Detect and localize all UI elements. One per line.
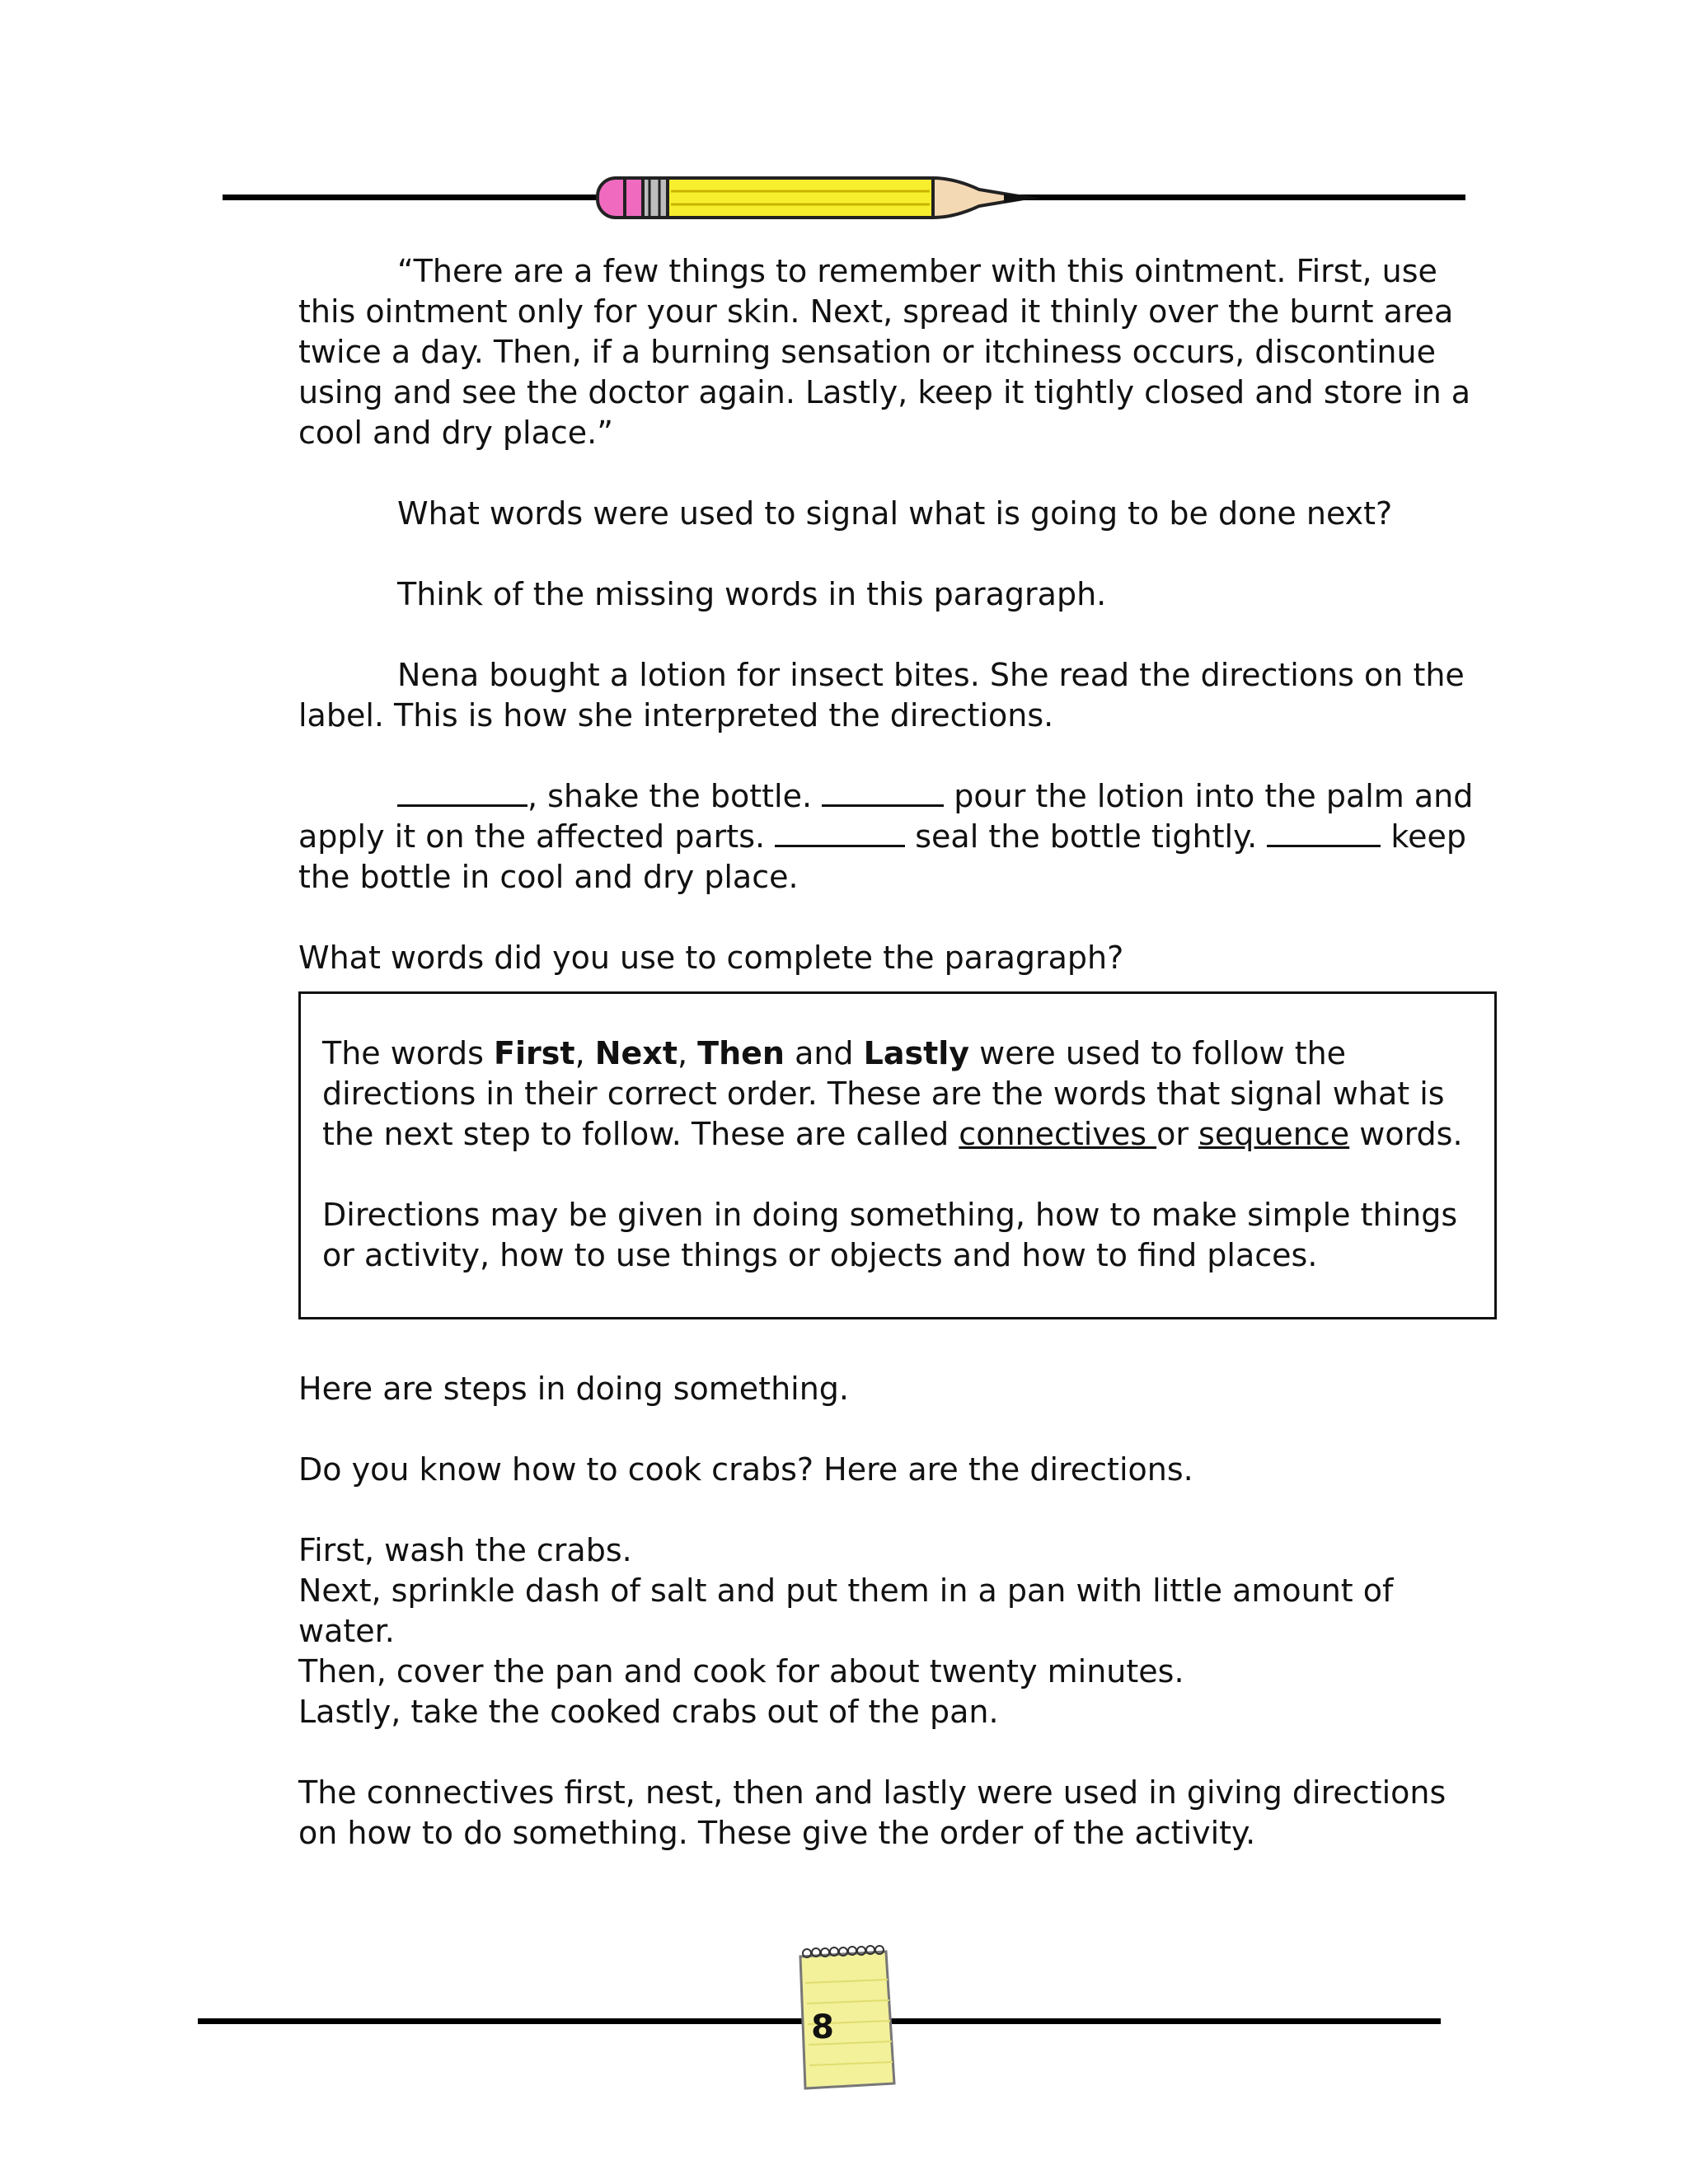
crab-steps-list [298, 1530, 1493, 1732]
connectives-explanation: The words First, Next, Then and Lastly were used to follow the directions in their correct order. These are the words that signal what is the next step to follow. These are called connectives or sequence words. [322, 1035, 1463, 1152]
intro-quote: “There are a few things to remember with this ointment. First, use this ointment only for your skin. Next, spread it thinly over the burnt area twice a day. Then, if a burning sensation or itchiness occurs, discontinue using and see the doctor again. Lastly, keep it tightly closed and store in a cool and dry place.” [298, 253, 1471, 451]
term-connectives: connectives [959, 1116, 1157, 1152]
step-item: Lastly, take the cooked crabs out of the pan. [298, 1694, 999, 1730]
term-next: Next [594, 1035, 678, 1071]
term-then: Then [697, 1035, 785, 1071]
answer-blank-3[interactable] [775, 820, 905, 847]
step-item: Next, sprinkle dash of salt and put them in a pan with little amount of water. [298, 1572, 1394, 1649]
complete-question: What words did you use to complete the paragraph? [298, 940, 1124, 976]
step-item: Then, cover the pan and cook for about twenty minutes. [298, 1653, 1184, 1690]
conclusion: The connectives first, nest, then and lastly were used in giving directions on how to do something. These give the order of the activity. [298, 1774, 1447, 1851]
term-sequence: sequence [1198, 1116, 1350, 1152]
page-number: 8 [811, 2008, 834, 2046]
fill-in-paragraph: , shake the bottle. pour the lotion into the palm and apply it on the affected parts. seal the bottle tightly. keep the bottle in cool and dry place. [298, 778, 1474, 895]
step-item: First, wash the crabs. [298, 1532, 632, 1568]
nena-story: Nena bought a lotion for insect bites. She read the directions on the label. This is how she interpreted the directions. [298, 657, 1465, 733]
crabs-question: Do you know how to cook crabs? Here are the directions. [298, 1451, 1193, 1488]
think-prompt: Think of the missing words in this paragraph. [397, 576, 1107, 612]
lesson-content [298, 251, 1493, 1854]
signal-question: What words were used to signal what is going to be done next? [397, 495, 1393, 532]
key-concept-box [298, 991, 1497, 1319]
steps-intro: Here are steps in doing something. [298, 1371, 850, 1407]
answer-blank-4[interactable] [1267, 820, 1381, 847]
answer-blank-2[interactable] [822, 780, 944, 807]
answer-blank-1[interactable] [397, 780, 528, 807]
term-first: First [494, 1035, 575, 1071]
pencil-icon [592, 173, 1053, 223]
directions-explanation: Directions may be given in doing something, how to make simple things or activity, how to use things or objects and how to find places. [322, 1197, 1458, 1273]
term-lastly: Lastly [863, 1035, 970, 1071]
